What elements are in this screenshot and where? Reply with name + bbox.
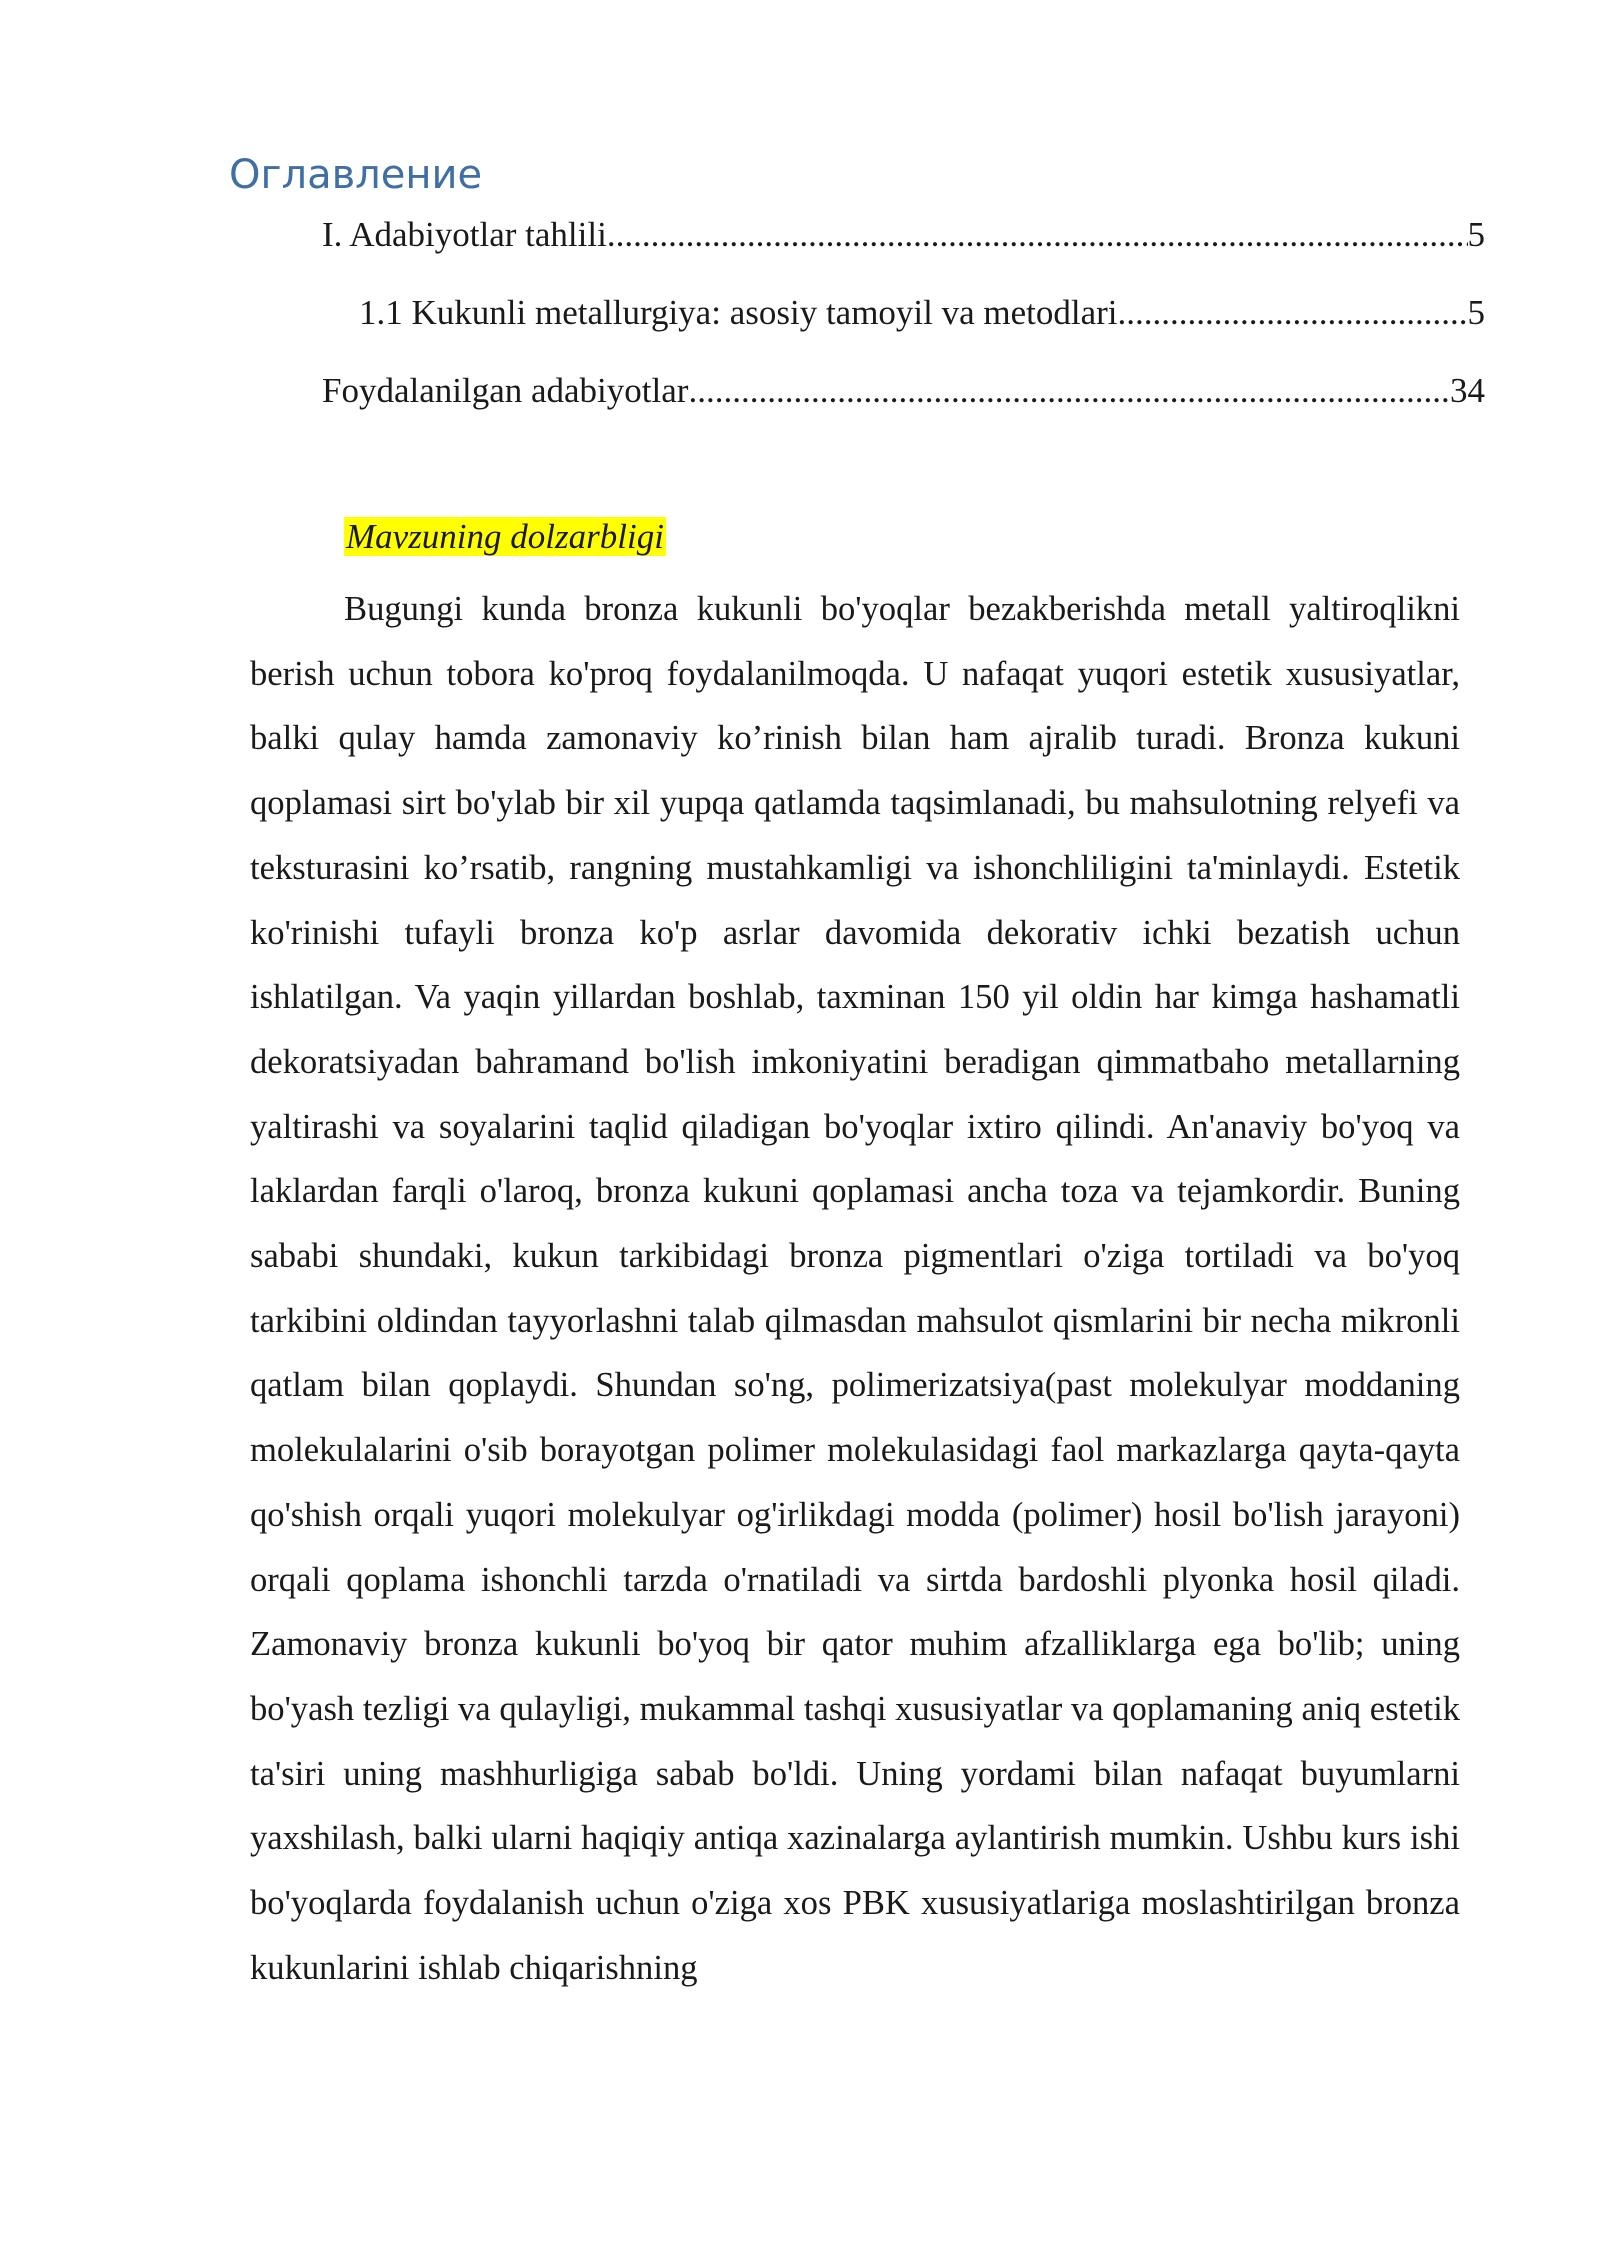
toc-entry-adabiyotlar-tahlili[interactable] [322,214,1485,256]
toc-page-number[interactable]: 5 [1467,293,1485,332]
toc-heading: Оглавление [229,152,483,198]
toc-entry-foydalanilgan-adabiyotlar[interactable] [322,370,1485,412]
toc-dot-leader [607,214,1468,256]
toc-entry-title[interactable]: Foydalanilgan adabiyotlar [322,371,689,410]
toc-dot-leader [1118,292,1468,334]
toc-page-number[interactable]: 34 [1450,371,1485,410]
toc-dot-leader [688,370,1450,412]
body-paragraph: Bugungi kunda bronza kukunli bo'yoqlar bezakberishda metall yaltiroqlikni berish uchun tobora ko'proq foydalanilmoqda. U nafaqat yuqori estetik xususiyatlar, balki qulay hamda zamonaviy ko’rinish bilan ham ajralib turadi. Bronza kukuni qoplamasi sirt bo'ylab bir xil yupqa qatlamda taqsimlanadi, bu mahsulotning relyefi va teksturasini ko’rsatib, rangning mustahkamligi va ishonchliligini ta'minlaydi. Estetik ko'rinishi tufayli bronza ko'p asrlar davomida dekorativ ichki bezatish uchun ishlatilgan. Va yaqin yillardan boshlab, taxminan 150 yil oldin har kimga hashamatli dekoratsiyadan bahramand bo'lish imkoniyatini beradigan qimmatbaho metallarning yaltirashi va soyalarini taqlid qiladigan bo'yoqlar ixtiro qilindi. An'anaviy bo'yoq va laklardan farqli o'laroq, bronza kukuni qoplamasi ancha toza va tejamkordir. Buning sababi shundaki, kukun tarkibidagi bronza pigmentlari o'ziga tortiladi va bo'yoq tarkibini oldindan tayyorlashni talab qilmasdan mahsulot qismlarini bir necha mikronli qatlam bilan qoplaydi. Shundan so'ng, polimerizatsiya(past molekulyar moddaning molekulalarini o'sib borayotgan polimer molekulasidagi faol markazlarga qayta-qayta qo'shish orqali yuqori molekulyar og'irlikdagi modda (polimer) hosil bo'lish jarayoni) orqali qoplama ishonchli tarzda o'rnatiladi va sirtda bardoshli plyonka hosil qiladi. Zamonaviy bronza kukunli bo'yoq bir qator muhim afzalliklarga ega bo'lib; uning bo'yash tezligi va qulayligi, mukammal tashqi xususiyatlar va qoplamaning aniq estetik ta'siri uning mashhurligiga sabab bo'ldi. Uning yordami bilan nafaqat buyumlarni yaxshilash, balki ularni haqiqiy antiqa xazinalarga aylantirish mumkin. Ushbu kurs ishi bo'yoqlarda foydalanish uchun o'ziga xos PBK xususiyatlariga moslashtirilgan bronza kukunlarini ishlab chiqarishning [250,590,1460,1987]
toc-page-number[interactable]: 5 [1467,215,1485,254]
toc-entry-kukunli-metallurgiya[interactable] [359,292,1485,334]
section-title [344,514,666,559]
toc-entry-title[interactable]: I. Adabiyotlar tahlili [322,215,607,254]
toc-entry-title[interactable]: 1.1 Kukunli metallurgiya: asosiy tamoyil va metodlari [359,293,1118,332]
highlighted-title-text: Mavzuning dolzarbligi [346,517,664,556]
